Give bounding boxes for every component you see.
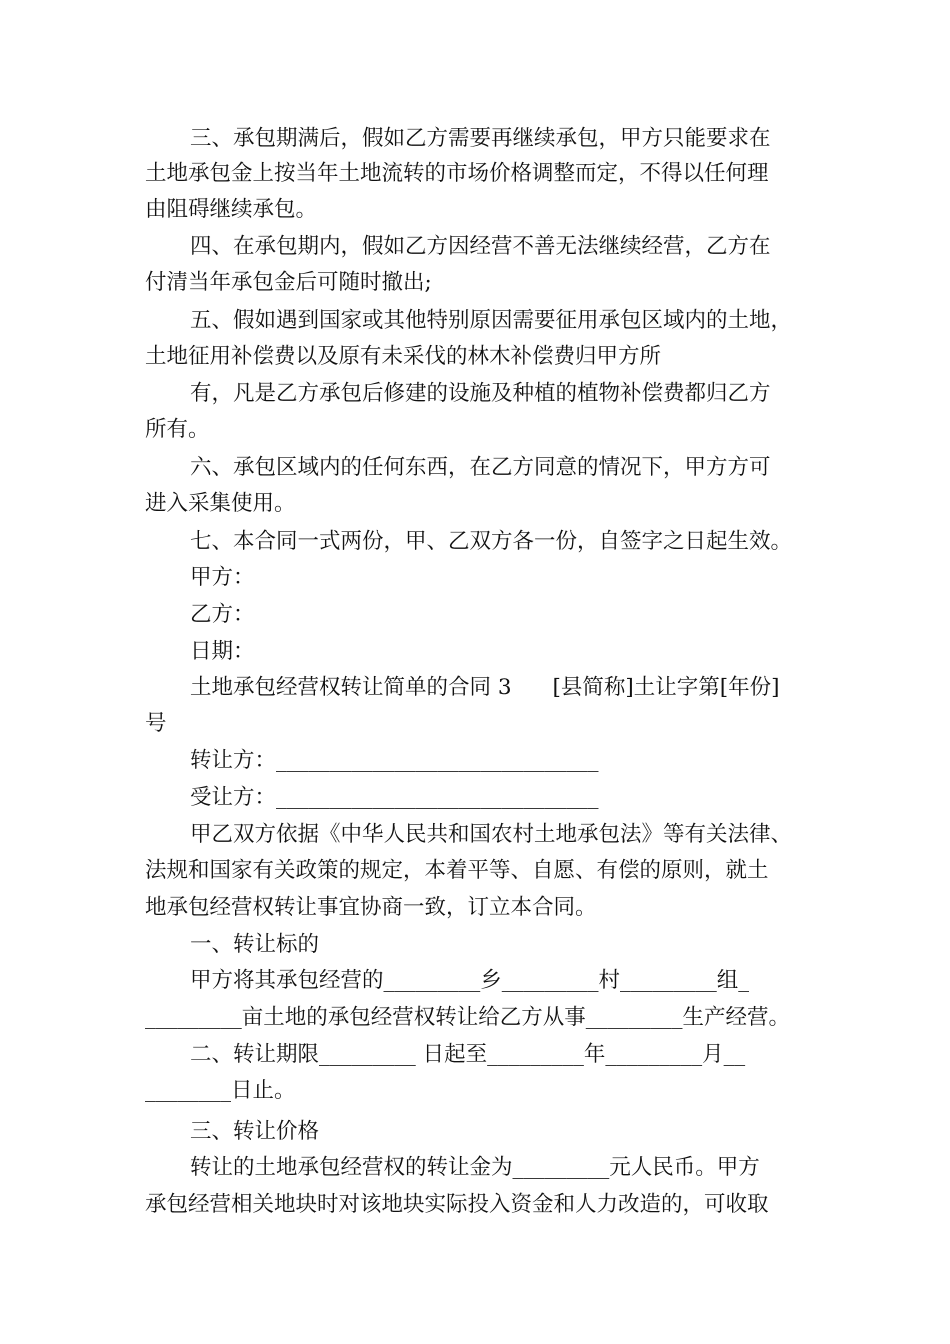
- text-line: 由阻碍继续承包。: [145, 197, 318, 222]
- text-line: 六、承包区域内的任何东西，在乙方同意的情况下，甲方方可: [190, 455, 771, 480]
- text-line: 所有。: [145, 417, 210, 442]
- text-line: 转让的土地承包经营权的转让金为_________元人民币。甲方: [190, 1155, 760, 1180]
- text-line: 甲方将其承包经营的_________乡_________村_________组_: [190, 968, 750, 993]
- section-heading: 一、转让标的: [190, 932, 320, 957]
- text-line: 四、在承包期内，假如乙方因经营不善无法继续经营，乙方在: [190, 234, 771, 259]
- section-heading: 三、转让价格: [190, 1119, 320, 1144]
- signature-party-b: 乙方：: [190, 602, 255, 627]
- text-line: 付清当年承包金后可随时撤出;: [145, 270, 432, 295]
- text-line: 承包经营相关地块时对该地块实际投入资金和人力改造的，可收取: [145, 1192, 769, 1217]
- text-line: 七、本合同一式两份，甲、乙双方各一份，自签字之日起生效。: [190, 529, 793, 554]
- text-line: 三、承包期满后，假如乙方需要再继续承包，甲方只能要求在: [190, 126, 771, 151]
- text-line: 地承包经营权转让事宜协商一致，订立本合同。: [145, 895, 597, 920]
- text-line: 号: [145, 711, 167, 736]
- text-line: _________亩土地的承包经营权转让给乙方从事_________生产经营。: [145, 1005, 791, 1030]
- signature-date: 日期：: [190, 639, 255, 664]
- text-line: 甲乙双方依据《中华人民共和国农村土地承包法》等有关法律、: [190, 822, 793, 847]
- text-line: 二、转让期限_________ 日起至_________年_________月__: [190, 1042, 746, 1067]
- text-line: 进入采集使用。: [145, 491, 296, 516]
- transferee-field: 受让方：______________________________: [190, 785, 599, 810]
- signature-party-a: 甲方：: [190, 565, 255, 590]
- text-line: 法规和国家有关政策的规定，本着平等、自愿、有偿的原则，就土: [145, 858, 769, 883]
- text-line: 土地征用补偿费以及原有未采伐的林木补偿费归甲方所: [145, 344, 662, 369]
- text-line: 土地承包金上按当年土地流转的市场价格调整而定，不得以任何理: [145, 161, 769, 186]
- text-line: 五、假如遇到国家或其他特别原因需要征用承包区域内的土地，: [190, 308, 793, 333]
- transferor-field: 转让方：______________________________: [190, 748, 599, 773]
- contract-heading: 土地承包经营权转让简单的合同 3 [县简称]土让字第[年份]: [190, 675, 780, 700]
- text-line: 有，凡是乙方承包后修建的设施及种植的植物补偿费都归乙方: [190, 381, 771, 406]
- text-line: ________日止。: [145, 1078, 296, 1103]
